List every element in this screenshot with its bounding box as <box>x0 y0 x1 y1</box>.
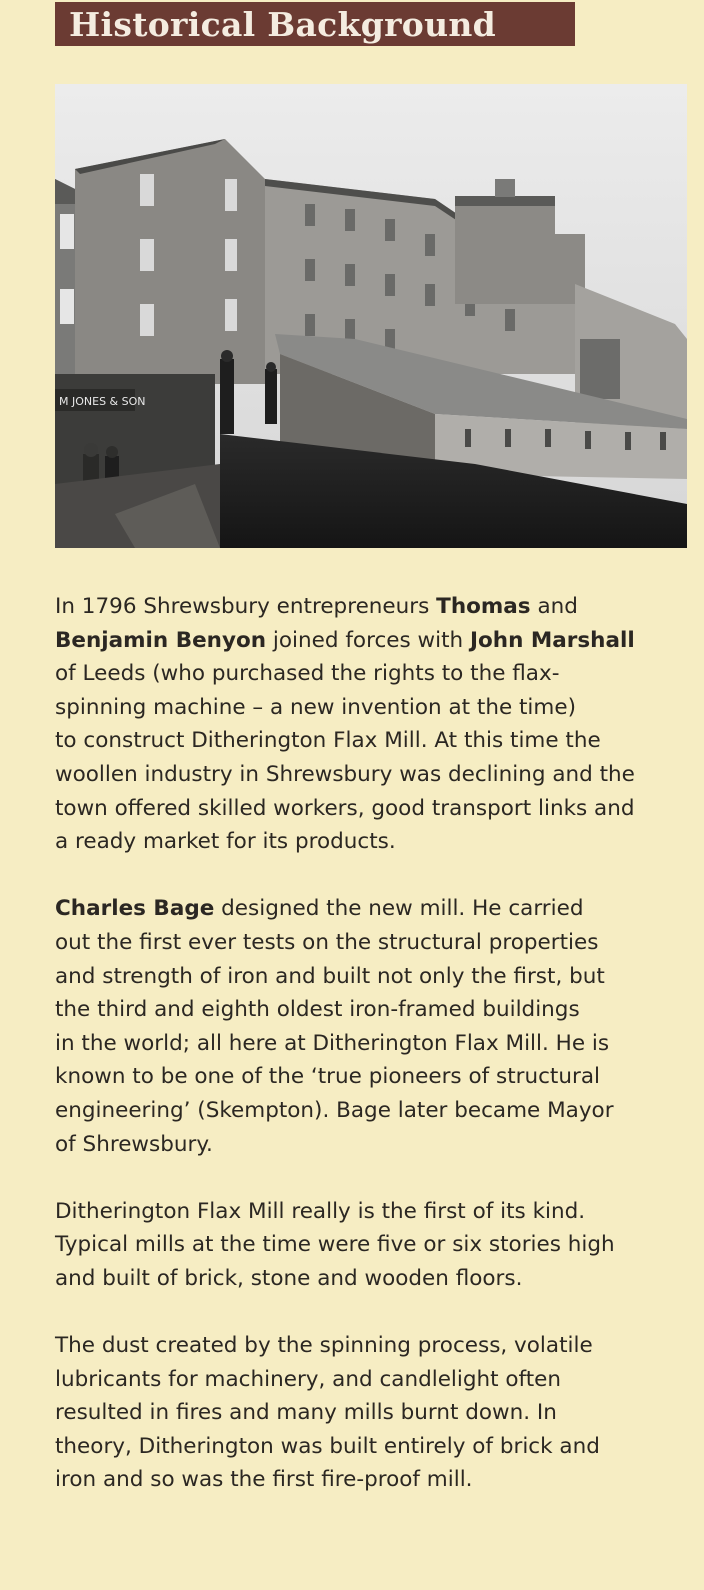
text-line <box>55 1027 700 1061</box>
text-line <box>55 1396 700 1430</box>
text-line <box>55 1363 700 1397</box>
text-run: resulted in fires and many mills burnt down. In <box>55 1400 557 1426</box>
text-run: of Shrewsbury. <box>55 1131 213 1157</box>
text-run: and strength of iron and built not only the first, but <box>55 963 605 989</box>
text-run: the third and eighth oldest iron-framed buildings <box>55 997 580 1023</box>
text-line <box>55 792 700 826</box>
text-line <box>55 1329 700 1363</box>
bold-name: Benjamin Benyon <box>55 627 267 653</box>
text-line <box>55 1128 700 1162</box>
article-body <box>55 590 700 1531</box>
historical-mill-photo <box>55 84 687 548</box>
text-run: In 1796 Shrewsbury entrepreneurs <box>55 594 437 619</box>
text-run: joined forces with <box>266 627 470 653</box>
text-run: designed the new mill. He carried <box>214 896 584 922</box>
text-run: woollen industry in Shrewsbury was declining and the <box>55 761 635 787</box>
text-line <box>55 590 700 624</box>
text-line <box>55 1060 700 1094</box>
sign-text: M JONES & SON <box>59 395 146 408</box>
text-run: Ditherington Flax Mill really is the first of its kind. <box>55 1198 586 1224</box>
text-line <box>55 825 700 859</box>
text-line <box>55 1195 700 1229</box>
text-line <box>55 624 700 658</box>
text-run: iron and so was the first fire-proof mill. <box>55 1467 473 1493</box>
paragraph <box>55 1195 700 1296</box>
text-run: lubricants for machinery, and candlelight often <box>55 1366 562 1392</box>
text-run: of Leeds (who purchased the rights to the flax- <box>55 661 560 687</box>
bold-name: Thomas <box>436 594 531 619</box>
text-line <box>55 1430 700 1464</box>
text-line <box>55 926 700 960</box>
text-line <box>55 1094 700 1128</box>
text-run: engineering’ (Skempton). Bage later became Mayor <box>55 1097 614 1123</box>
section-title: Historical Background <box>69 4 497 44</box>
text-run: out the first ever tests on the structural properties <box>55 929 599 955</box>
text-run: a ready market for its products. <box>55 829 396 855</box>
text-line <box>55 1262 700 1296</box>
text-run: in the world; all here at Ditherington Flax Mill. He is <box>55 1030 610 1056</box>
bold-name: Charles Bage <box>55 896 215 922</box>
text-line <box>55 724 700 758</box>
text-run: known to be one of the ‘true pioneers of structural <box>55 1064 600 1090</box>
text-run: and built of brick, stone and wooden floors. <box>55 1265 523 1291</box>
text-line <box>55 993 700 1027</box>
text-run: town offered skilled workers, good transport links and <box>55 795 635 821</box>
text-line <box>55 1463 700 1497</box>
text-line <box>55 691 700 725</box>
paragraph <box>55 1329 700 1497</box>
bold-name: John Marshall <box>470 627 635 653</box>
text-line <box>55 1228 700 1262</box>
text-run: and <box>530 594 578 619</box>
text-line <box>55 960 700 994</box>
text-run: theory, Ditherington was built entirely of brick and <box>55 1433 600 1459</box>
text-line <box>55 892 700 926</box>
section-heading <box>55 2 575 46</box>
text-run: The dust created by the spinning process, volatile <box>55 1333 593 1359</box>
text-run: to construct Ditherington Flax Mill. At this time the <box>55 728 601 754</box>
text-run: spinning machine – a new invention at the time) <box>55 694 576 720</box>
text-line <box>55 657 700 691</box>
text-run: Typical mills at the time were five or six stories high <box>55 1232 615 1258</box>
paragraph <box>55 892 700 1161</box>
paragraph <box>55 590 700 859</box>
text-line <box>55 758 700 792</box>
